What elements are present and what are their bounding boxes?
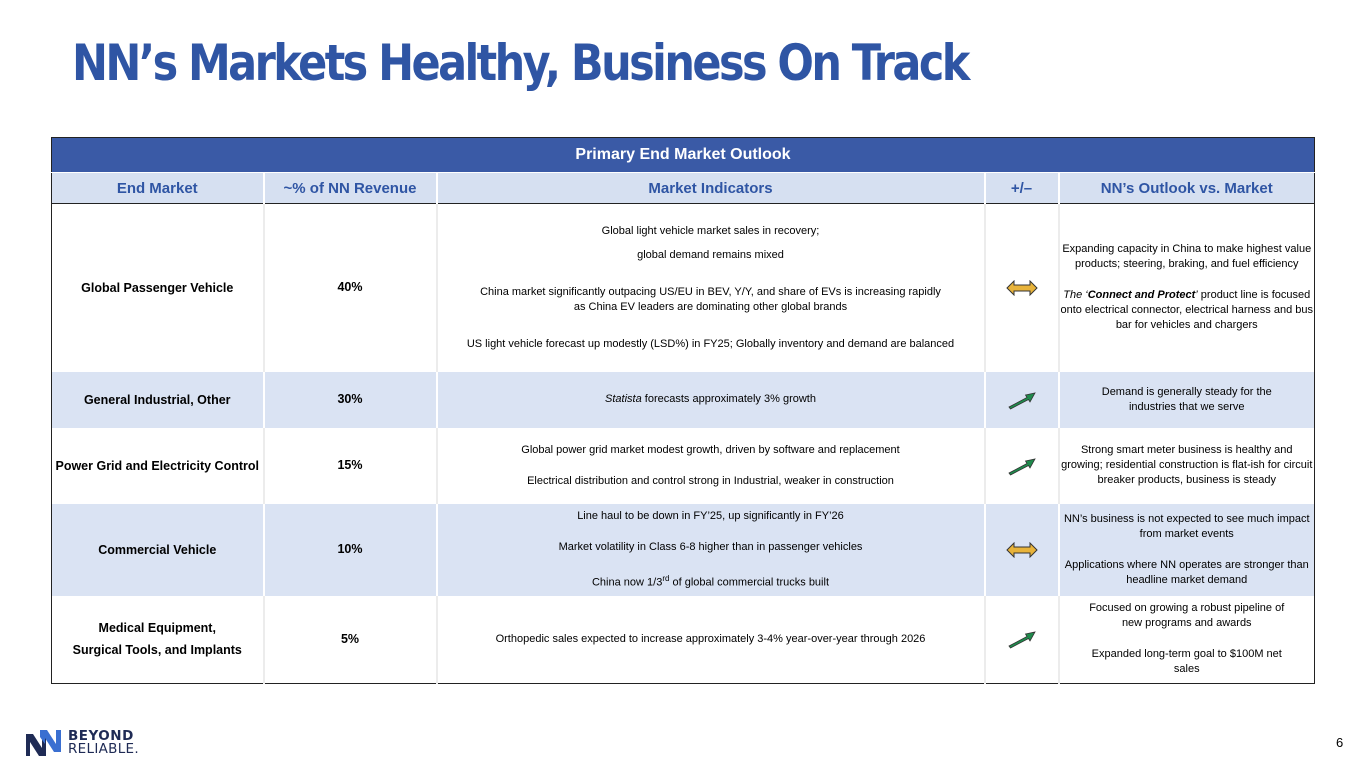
logo-wordmark-bottom: RELIABLE. bbox=[68, 741, 139, 757]
revenue-share-cell: 30% bbox=[264, 372, 437, 428]
page-title: NN’s Markets Healthy, Business On Track bbox=[72, 34, 968, 92]
revenue-share-cell: 5% bbox=[264, 596, 437, 684]
page-number: 6 bbox=[1336, 735, 1344, 750]
double-arrow-icon bbox=[1006, 542, 1038, 558]
table-banner: Primary End Market Outlook bbox=[52, 138, 1315, 173]
indicator-rest: of global commercial trucks built bbox=[669, 576, 829, 589]
table-row bbox=[52, 504, 1315, 596]
market-indicators-cell bbox=[437, 596, 985, 684]
market-indicators-cell bbox=[437, 504, 985, 596]
source-name: Statista bbox=[605, 393, 642, 405]
double-arrow-icon bbox=[1006, 280, 1038, 296]
indicator-text: Market volatility in Class 6-8 higher than in passenger vehicles bbox=[558, 540, 863, 553]
up-arrow-icon bbox=[1007, 390, 1037, 410]
market-indicators-cell bbox=[437, 372, 985, 428]
market-indicators-cell bbox=[437, 204, 985, 372]
indicator-lead: China now 1/3 bbox=[591, 576, 663, 589]
nn-outlook-cell bbox=[1059, 596, 1315, 684]
nn-outlook-cell bbox=[1059, 428, 1315, 504]
indicator-text: Global power grid market modest growth, driven by software and replacement bbox=[521, 443, 900, 456]
outlook-text: Demand is generally steady for the industries that we serve bbox=[1101, 385, 1272, 413]
indicator-text: China market significantly outpacing US/EU in BEV, Y/Y, and share of EVs is increasing rapidly as China EV leaders are dominating other global brands bbox=[480, 285, 941, 313]
outlook-text-quote: ’ bbox=[1195, 289, 1198, 302]
indicator-text: Electrical distribution and control strong in Industrial, weaker in construction bbox=[527, 474, 894, 487]
up-arrow-icon bbox=[1007, 629, 1037, 649]
indicator-text: US light vehicle forecast up modestly (LSD%) in FY25; Globally inventory and demand are balanced bbox=[466, 337, 955, 350]
logo-wordmark-top: BEYOND bbox=[68, 728, 134, 744]
end-market-cell: Commercial Vehicle bbox=[52, 504, 264, 596]
table-row bbox=[52, 204, 1315, 372]
outlook-text: Focused on growing a robust pipeline of new programs and awards bbox=[1089, 602, 1285, 630]
nn-outlook-cell bbox=[1059, 204, 1315, 372]
outlook-text: Expanded long-term goal to $100M net sales bbox=[1091, 648, 1282, 676]
end-market-cell: Power Grid and Electricity Control bbox=[52, 428, 264, 504]
outlook-text: Applications where NN operates are stronger than headline market demand bbox=[1064, 558, 1309, 586]
outlook-text bbox=[1060, 288, 1315, 333]
revenue-share-cell: 15% bbox=[264, 428, 437, 504]
end-market-cell: Global Passenger Vehicle bbox=[52, 204, 264, 372]
indicator-text bbox=[438, 571, 984, 591]
product-line-name: Connect and Protect bbox=[1087, 289, 1196, 302]
outlook-text-lead: The ‘ bbox=[1063, 289, 1088, 302]
table-row bbox=[52, 428, 1315, 504]
indicator-text: Line haul to be down in FY’25, up significantly in FY’26 bbox=[577, 509, 844, 522]
nn-logo-icon bbox=[24, 728, 64, 758]
header-nn-outlook: NN’s Outlook vs. Market bbox=[1059, 173, 1315, 204]
nn-outlook-cell bbox=[1059, 372, 1315, 428]
company-logo bbox=[24, 728, 164, 758]
outlook-text-rest: product line is focused onto electrical connector, electrical harness and bus bar for vehicles and chargers bbox=[1060, 289, 1314, 332]
end-market-line: Medical Equipment, bbox=[98, 621, 216, 636]
end-market-line: Surgical Tools, and Implants bbox=[72, 643, 242, 658]
outlook-text: NN’s business is not expected to see much impact from market events bbox=[1063, 512, 1310, 540]
indicator-text: Orthopedic sales expected to increase approximately 3-4% year-over-year through 2026 bbox=[495, 632, 926, 645]
indicator-rest: forecasts approximately 3% growth bbox=[641, 393, 816, 405]
outlook-text: Expanding capacity in China to make highest value products; steering, braking, and fuel efficiency bbox=[1062, 243, 1312, 271]
revenue-share-cell: 10% bbox=[264, 504, 437, 596]
header-end-market: End Market bbox=[52, 173, 264, 204]
trend-cell bbox=[985, 204, 1059, 372]
indicator-text bbox=[438, 392, 984, 407]
nn-outlook-cell bbox=[1059, 504, 1315, 596]
table-row bbox=[52, 596, 1315, 684]
market-indicators-cell bbox=[437, 428, 985, 504]
trend-cell bbox=[985, 372, 1059, 428]
up-arrow-icon bbox=[1007, 456, 1037, 476]
revenue-share-cell: 40% bbox=[264, 204, 437, 372]
table-row bbox=[52, 372, 1315, 428]
end-market-cell: General Industrial, Other bbox=[52, 372, 264, 428]
trend-cell bbox=[985, 428, 1059, 504]
end-market-outlook-table bbox=[51, 137, 1315, 684]
indicator-text: global demand remains mixed bbox=[637, 248, 784, 261]
ordinal-suffix: rd bbox=[662, 573, 670, 583]
end-market-cell bbox=[52, 596, 264, 684]
header-trend: +/– bbox=[985, 173, 1059, 204]
header-market-indicators: Market Indicators bbox=[437, 173, 985, 204]
header-revenue-share: ~% of NN Revenue bbox=[264, 173, 437, 204]
trend-cell bbox=[985, 504, 1059, 596]
indicator-text: Global light vehicle market sales in recovery; bbox=[601, 224, 820, 237]
outlook-text: Strong smart meter business is healthy and growing; residential construction is flat-ish for circuit breaker products, business is steady bbox=[1061, 444, 1313, 486]
trend-cell bbox=[985, 596, 1059, 684]
